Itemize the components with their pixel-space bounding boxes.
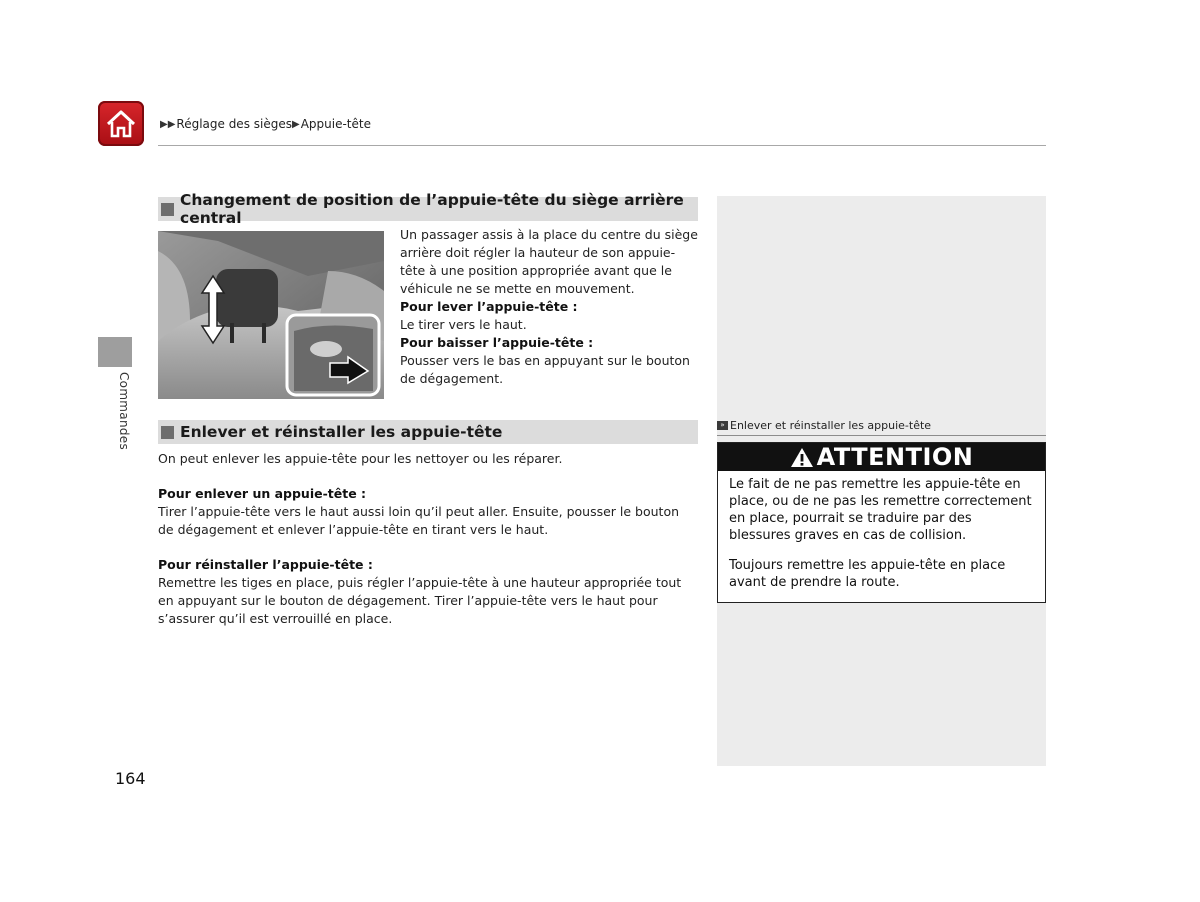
square-bullet-icon: [161, 426, 174, 439]
attention-warning-1: Le fait de ne pas remettre les appuie-tête en place, ou de ne pas les remettre correctement en place, pourrait se traduire par des blessures graves en cas de collision.: [729, 477, 1032, 543]
center-headrest-text: [400, 226, 700, 388]
chapter-tab-marker: [98, 337, 132, 367]
header-divider: [158, 145, 1046, 146]
center-headrest-intro: Un passager assis à la place du centre du siège arrière doit régler la hauteur de son appuie-tête à une position appropriée avant que le véhicule ne se mette en mouvement.: [400, 227, 698, 296]
sidebar-note-title: [717, 419, 931, 432]
section-heading-text: Enlever et réinstaller les appuie-tête: [180, 423, 503, 441]
section-heading-center-headrest: [158, 191, 698, 227]
warning-triangle-icon: [790, 447, 814, 468]
remove-reinstall-intro: On peut enlever les appuie-tête pour les nettoyer ou les réparer.: [158, 451, 563, 466]
headrest-illustration: [158, 231, 384, 399]
section-heading-remove-reinstall: [158, 420, 698, 444]
home-button[interactable]: [98, 101, 144, 146]
remove-reinstall-text: [158, 450, 698, 628]
chapter-tab-label: Commandes: [117, 372, 131, 451]
home-icon: [105, 109, 137, 139]
note-reference-icon: »: [717, 421, 728, 430]
lower-headrest-text: Pousser vers le bas en appuyant sur le bouton de dégagement.: [400, 353, 690, 386]
raise-headrest-text: Le tirer vers le haut.: [400, 317, 527, 332]
section-heading-text: Changement de position de l’appuie-tête du siège arrière central: [180, 191, 684, 227]
breadcrumb-arrow-icon: ▶▶: [160, 118, 176, 130]
sidebar-note-divider: [717, 435, 1046, 436]
remove-headrest-text: Tirer l’appuie-tête vers le haut aussi loin qu’il peut aller. Ensuite, pousser le bouton de dégagement et enlever l’appuie-tête en tirant vers le haut.: [158, 504, 680, 537]
breadcrumb-page: Appuie-tête: [300, 117, 371, 131]
attention-heading: ATTENTION: [816, 443, 974, 471]
raise-headrest-label: Pour lever l’appuie-tête :: [400, 299, 578, 314]
page-number: 164: [115, 769, 146, 788]
attention-warning-2: Toujours remettre les appuie-tête en place avant de prendre la route.: [729, 558, 1006, 590]
reinstall-headrest-text: Remettre les tiges en place, puis régler l’appuie-tête à une hauteur appropriée tout en appuyant sur le bouton de dégagement. Tirer l’appuie-tête vers le haut pour s’assurer qu’il est verrouillé en place.: [158, 575, 682, 626]
breadcrumb: [160, 117, 371, 131]
attention-header: [718, 443, 1045, 471]
reinstall-headrest-label: Pour réinstaller l’appuie-tête :: [158, 557, 373, 572]
lower-headrest-label: Pour baisser l’appuie-tête :: [400, 335, 594, 350]
sidebar-note-title-text: Enlever et réinstaller les appuie-tête: [730, 419, 932, 432]
breadcrumb-section[interactable]: Réglage des sièges: [176, 117, 292, 131]
attention-box: [717, 442, 1046, 603]
remove-headrest-label: Pour enlever un appuie-tête :: [158, 486, 367, 501]
square-bullet-icon: [161, 203, 174, 216]
breadcrumb-arrow-icon: ▶: [291, 118, 300, 130]
